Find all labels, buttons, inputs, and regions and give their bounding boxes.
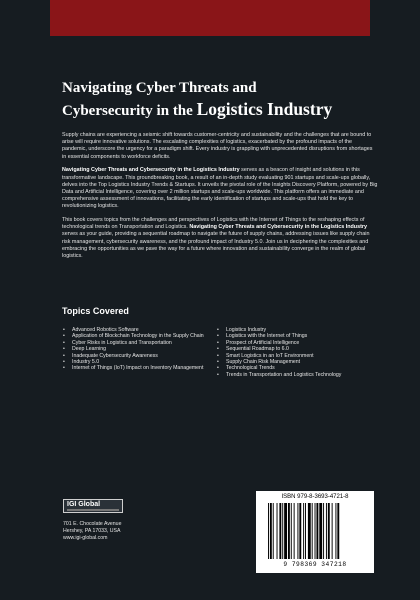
barcode-panel xyxy=(256,491,374,573)
publisher-logo xyxy=(63,499,123,513)
description-paragraph-3 xyxy=(62,217,378,260)
barcode-stripe xyxy=(332,503,333,559)
publisher-website: www.igi-global.com xyxy=(63,535,108,541)
topic-item: • Cyber Risks in Logistics and Transportation xyxy=(62,340,212,346)
topics-list-right xyxy=(216,327,376,378)
topic-item: • Prospect of Artificial Intelligence xyxy=(216,340,376,346)
paragraph-3-bold-title: Navigating Cyber Threats and Cybersecurity in the Logistics Industry xyxy=(189,224,367,231)
book-title xyxy=(62,78,382,122)
barcode-stripe xyxy=(319,503,322,559)
barcode-stripe xyxy=(297,503,298,559)
paragraph-3-text-b: serves as your guide, providing a sequential roadmap to navigate the future of supply chains, addressing issues like supply chain risk management, cybersecurity awareness, and the profound impact of Industry 5.0. Join us in deciphering the complexities and embracing the opportunities as we pave the way for a future where innovation and sustainability converge in the realm of global logistics. xyxy=(62,231,370,260)
topic-item: • Logistics Industry xyxy=(216,327,376,333)
barcode-stripe xyxy=(299,503,301,559)
title-line-2-emphasis: Logistics Industry xyxy=(196,99,333,119)
topic-item: • Industry 5.0 xyxy=(62,359,212,365)
topic-item: • Smart Logistics in an IoT Environment xyxy=(216,353,376,359)
title-line-1: Navigating Cyber Threats and xyxy=(62,80,257,96)
address-city: Hershey, PA 17033, USA xyxy=(63,528,121,534)
barcode-stripe xyxy=(277,503,278,559)
paragraph-2-bold-title: Navigating Cyber Threats and Cybersecurity in the Logistics Industry xyxy=(62,167,240,174)
barcode-stripe xyxy=(323,503,324,559)
barcode-stripe xyxy=(328,503,330,559)
address-street: 701 E. Chocolate Avenue xyxy=(63,521,122,527)
topic-item: • Inadequate Cybersecurity Awareness xyxy=(62,353,212,359)
description-text xyxy=(62,132,378,267)
barcode-stripe xyxy=(308,503,311,559)
publisher-address xyxy=(63,521,121,542)
paragraph-2-text: serves as a beacon of insight and solutions in this transformative landscape. This groundbreaking book, a result of an in-depth study evaluating 901 startups and scale-ups globally, delves into the Top Logistics Industry Trends & Startups. It unveils the pivotal role of the Insights Discovery Platform, powered by Big Data and Artificial Intelligence, covering over 2 million startups and scale-ups worldwide. This platform offers an immediate and comprehensive assessment of innovations, facilitating the early identification of startups and scale-ups that hold the key to revolutionizing logistics. xyxy=(62,167,378,210)
topics-list-left xyxy=(62,327,212,372)
topic-item: • Trends in Transportation and Logistics Technology xyxy=(216,372,376,378)
barcode-stripe xyxy=(312,503,313,559)
description-paragraph-2 xyxy=(62,167,378,210)
red-accent-bar xyxy=(50,0,370,36)
topic-item: • Logistics with the Internet of Things xyxy=(216,333,376,339)
barcode-stripe xyxy=(288,503,290,559)
barcode-stripe xyxy=(315,503,316,559)
barcode-stripe xyxy=(337,503,339,559)
barcode-stripe xyxy=(273,503,274,559)
barcode-stripe xyxy=(270,503,272,559)
logo-tagline-strip xyxy=(67,509,119,511)
description-paragraph-1: Supply chains are experiencing a seismic shift towards customer-centricity and sustainability and the challenges that are bound to arise will require innovative solutions. The escalating complexities of logistics, exacerbated by the profound impacts of the pandemic, underscore the urgency for a paradigm shift. Every industry is grappling with unprecedented disruptions from shortages in essential components to workforce deficits. xyxy=(62,132,373,160)
barcode-stripe xyxy=(326,503,327,559)
barcode-stripe xyxy=(268,503,269,559)
barcode-stripe xyxy=(279,503,281,559)
barcode-number: 9 798369 347218 xyxy=(283,561,347,568)
barcode-stripe xyxy=(294,503,295,559)
topic-item: • Deep Learning xyxy=(62,346,212,352)
publisher-logo-text: IGI Global xyxy=(67,501,101,508)
barcode-stripe xyxy=(291,503,292,559)
barcode-stripe xyxy=(316,503,318,559)
barcode-stripe xyxy=(284,503,287,559)
barcode-stripe xyxy=(303,503,304,559)
topic-item: • Supply Chain Risk Management xyxy=(216,359,376,365)
barcode-stripe xyxy=(282,503,283,559)
isbn-label: ISBN 979-8-3693-4721-8 xyxy=(281,494,349,500)
barcode-icon xyxy=(268,503,362,559)
barcode-stripe xyxy=(335,503,336,559)
paragraph-3-text-a: This book covers topics from the challenges and perspectives of Logistics with the Internet of Things to the reshaping effects of technological trends on Transportation and Logistics. xyxy=(62,217,365,231)
topic-item: • Advanced Robotics Software xyxy=(62,327,212,333)
topic-item: • Technological Trends xyxy=(216,365,376,371)
title-line-2-prefix: Cybersecurity in the xyxy=(62,103,193,119)
title-line-2 xyxy=(62,98,382,122)
topic-item: • Application of Blockchain Technology in the Supply Chain xyxy=(62,333,212,339)
topic-item: • Internet of Things (IoT) Impact on Inventory Management xyxy=(62,365,212,371)
barcode-stripe xyxy=(305,503,306,559)
topics-heading: Topics Covered xyxy=(62,306,129,316)
topic-item: • Sequential Roadmap to 6.0 xyxy=(216,346,376,352)
